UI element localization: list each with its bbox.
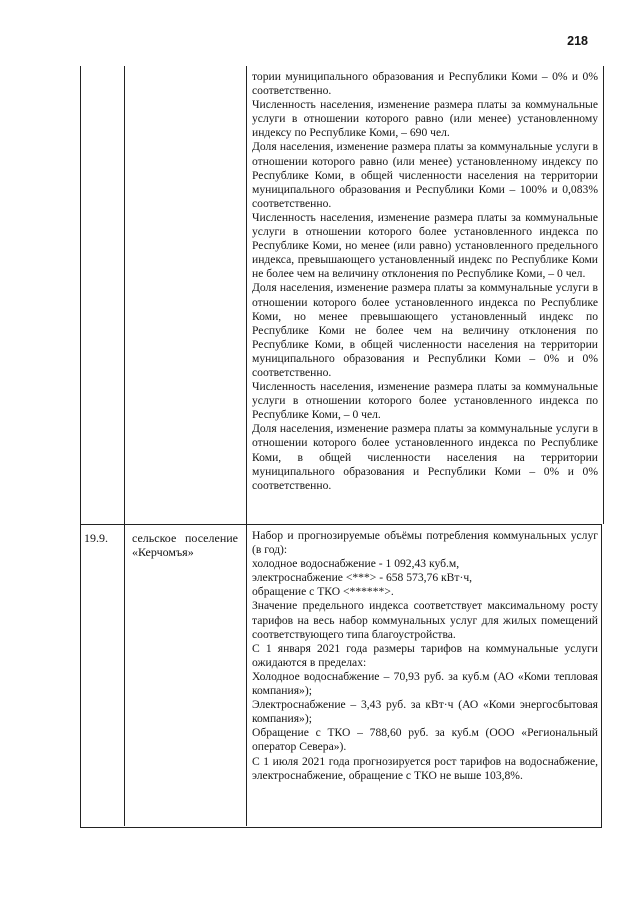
paragraph: тории муниципального образования и Республики Коми – 0% и 0% соответственно.: [252, 70, 598, 98]
page-number: 218: [567, 34, 588, 48]
paragraph: Доля населения, изменение размера платы за коммунальные услуги в отношении которого более установленного индекса по Республике Коми, но менее превышающего установленный индекс по Республике Коми не более чем на величину отклонения по Республике Коми, в общей численности населения на территории муниципального образования и Республики Коми – 0% и 0% соответственно.: [252, 281, 598, 379]
paragraph: Численность населения, изменение размера платы за коммунальные услуги в отношении которого равно (или менее) установленному индексу по Республике Коми, – 690 чел.: [252, 98, 598, 140]
paragraph: электроснабжение <***> - 658 573,76 кВт·ч,: [252, 571, 473, 585]
paragraph: Численность населения, изменение размера платы за коммунальные услуги в отношении которого более установленного индекса по Республике Коми, – 0 чел.: [252, 380, 598, 422]
continued-row-text: [252, 70, 598, 493]
paragraph: Электроснабжение – 3,43 руб. за кВт·ч (АО «Коми энергосбытовая компания»);: [252, 698, 598, 726]
paragraph: Численность населения, изменение размера платы за коммунальные услуги в отношении которого более установленного индекса по Республике Коми, но менее (или равно) установленного предельного индекса, превышающего установленный индекс по Республике Коми не более чем на величину отклонения по Республике Коми, – 0 чел.: [252, 210, 598, 281]
table-divider: [124, 66, 125, 524]
table-divider: [246, 524, 247, 826]
table-divider: [124, 524, 125, 826]
row-19-9-text: [252, 529, 598, 783]
paragraph: Набор и прогнозируемые объёмы потребления коммунальных услуг (в год):: [252, 529, 598, 557]
table-left-border: [80, 66, 81, 524]
paragraph: Значение предельного индекса соответствует максимальному росту тарифов на весь набор коммунальных услуг для жилых помещений соответствующего типа благоустройства.: [252, 599, 598, 641]
paragraph: С 1 июля 2021 года прогнозируется рост тарифов на водоснабжение, электроснабжение, обращение с ТКО не выше 103,8%.: [252, 754, 598, 782]
paragraph: обращение с ТКО <******>.: [252, 585, 394, 599]
paragraph: Холодное водоснабжение – 70,93 руб. за куб.м (АО «Коми тепловая компания»);: [252, 669, 598, 698]
paragraph: холодное водоснабжение - 1 092,43 куб.м,: [252, 557, 460, 571]
paragraph: Доля населения, изменение размера платы за коммунальные услуги в отношении которого более установленного индекса по Республике Коми, в общей численности населения на территории муниципального образования и Республики Коми – 0% и 0% соответственно.: [252, 422, 598, 492]
paragraph: Доля населения, изменение размера платы за коммунальные услуги в отношении которого равно (или менее) установленному индексу по Республике Коми, в общей численности населения на территории муниципального образования и Республики Коми – 100% и 0,083% соответственно.: [252, 140, 598, 210]
row-number: 19.9.: [84, 531, 108, 545]
paragraph: С 1 января 2021 года размеры тарифов на коммунальные услуги ожидаются в пределах:: [252, 641, 598, 669]
paragraph: Обращение с ТКО – 788,60 руб. за куб.м (ООО «Региональный оператор Севера»).: [252, 726, 598, 754]
settlement-name: сельское поселение «Керчомъя»: [132, 531, 238, 559]
